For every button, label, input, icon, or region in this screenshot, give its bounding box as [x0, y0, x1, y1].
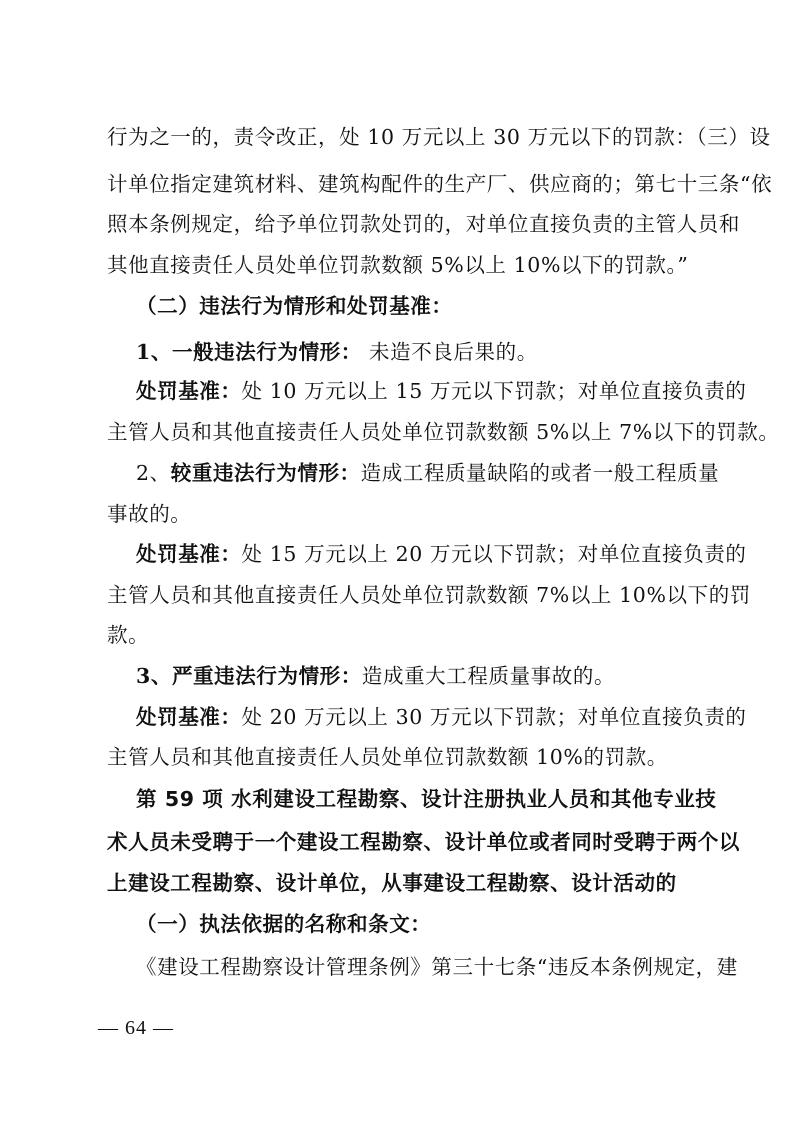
- item-59-heading-line: 第 59 项 水利建设工程勘察、设计注册执业人员和其他专业技: [136, 787, 717, 811]
- item-text: 未造不良后果的。: [361, 340, 538, 364]
- item-59-heading-line: 上建设工程勘察、设计单位，从事建设工程勘察、设计活动的: [107, 871, 677, 895]
- item-1-penalty: [136, 377, 747, 405]
- item-3: [136, 662, 615, 690]
- item-1: [136, 338, 538, 366]
- penalty-text: 主管人员和其他直接责任人员处单位罚款数额 5%以上 7%以下的罚款。: [107, 420, 780, 444]
- penalty-text: 款。: [107, 623, 150, 647]
- penalty-label: 处罚基准：: [136, 542, 242, 566]
- basis-text: 《建设工程勘察设计管理条例》第三十七条“违反本条例规定，建: [136, 955, 738, 979]
- item-text: 造成重大工程质量事故的。: [361, 664, 616, 688]
- penalty-text: 处 10 万元以上 15 万元以下罚款；对单位直接负责的: [241, 379, 747, 403]
- penalty-label: 处罚基准：: [136, 705, 242, 729]
- penalty-text: 主管人员和其他直接责任人员处单位罚款数额 10%的罚款。: [107, 745, 668, 769]
- item-number: 2、: [136, 461, 171, 485]
- penalty-text: 处 20 万元以上 30 万元以下罚款；对单位直接负责的: [241, 705, 747, 729]
- item-label: 3、严重违法行为情形：: [136, 664, 362, 688]
- item-text: 造成工程质量缺陷的或者一般工程质量: [360, 461, 720, 485]
- paragraph-line: 其他直接责任人员处单位罚款数额 5%以上 10%以下的罚款。”: [107, 253, 689, 277]
- section-heading: （一）执法依据的名称和条文：: [136, 912, 432, 936]
- section-heading: （二）违法行为情形和处罚基准：: [136, 294, 453, 318]
- item-label: 1、一般违法行为情形：: [136, 340, 362, 364]
- penalty-label: 处罚基准：: [136, 379, 242, 403]
- item-label: 较重违法行为情形：: [170, 461, 361, 485]
- paragraph-line: 行为之一的，责令改正，处 10 万元以上 30 万元以下的罚款：（三）设: [107, 125, 771, 149]
- item-59-heading-line: 术人员未受聘于一个建设工程勘察、设计单位或者同时受聘于两个以: [107, 830, 740, 854]
- paragraph-line: 照本条例规定，给予单位罚款处罚的，对单位直接负责的主管人员和: [107, 212, 740, 236]
- penalty-text: 主管人员和其他直接责任人员处单位罚款数额 7%以上 10%以下的罚: [107, 583, 751, 607]
- paragraph-line: 计单位指定建筑材料、建筑构配件的生产厂、供应商的；第七十三条“依: [107, 172, 773, 196]
- penalty-text: 处 15 万元以上 20 万元以下罚款；对单位直接负责的: [241, 542, 747, 566]
- item-2-penalty: [136, 540, 747, 568]
- page-number: — 64 —: [98, 1017, 174, 1039]
- item-text: 事故的。: [107, 502, 192, 526]
- item-2: [136, 459, 719, 487]
- item-3-penalty: [136, 703, 747, 731]
